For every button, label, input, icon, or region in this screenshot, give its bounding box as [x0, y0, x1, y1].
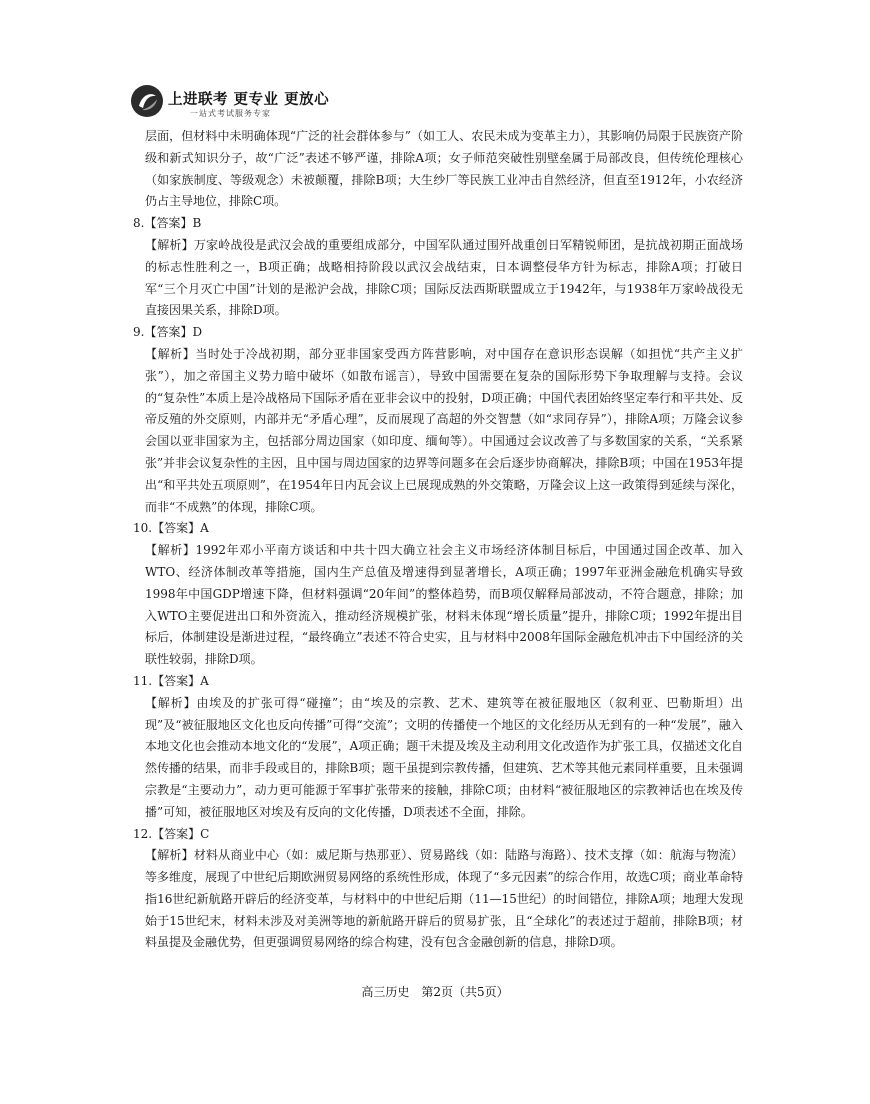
explanation-paragraph: 【解析】材料从商业中心（如：威尼斯与热那亚）、贸易路线（如：陆路与海路）、技术支撑（如：航海与物流）等多维度，展现了中世纪后期欧洲贸易网络的系统性形成，体现了“多元因素”的综合作用，故选C项；商业革命特指16世纪新航路开辟后的经济变革，与材料中的中世纪后期（11—15世纪）的时间错位，排除A项；地理大发现始于15世纪末，材料未涉及对美洲等地的新航路开辟后的贸易扩张，且“全球化”的表述过于超前，排除B项；材料虽提及金融优势，但更强调贸易网络的综合构建，没有包含金融创新的信息，排除D项。 [145, 848, 743, 950]
brand-logo-icon [130, 84, 164, 118]
explanation-paragraph: 【解析】由埃及的扩张可得“碰撞”；由“埃及的宗教、艺术、建筑等在被征服地区（叙利亚、巴勒斯坦）出现”及“被征服地区文化也反向传播”可得“交流”；文明的传播使一个地区的文化经历从无到有的一种“发展”，融入本地文化也会推动本地文化的“发展”，A项正确；题干未提及埃及主动利用文化改造作为扩张工具，仅描述文化自然传播的结果，而非手段或目的，排除B项；题干虽提到宗教传播，但建筑、艺术等其他元素同样重要，且未强调宗教是“主要动力”，动力更可能源于军事扩张带来的接触，排除C项；由材料“被征服地区的宗教神话也在埃及传播”可知，被征服地区对埃及有反向的文化传播，D项表述不全面，排除。 [145, 695, 743, 819]
continuation-paragraph: 层面，但材料中未明确体现“广泛的社会群体参与”（如工人、农民未成为变革主力），其影响仍局限于民族资产阶级和新式知识分子，故“广泛”表述不够严谨，排除A项；女子师范突破性别壁垒属于局部改良，但传统伦理核心（如家族制度、等级观念）未被颠覆，排除B项；大生纱厂等民族工业冲击自然经济，但直至1912年，小农经济仍占主导地位，排除C项。 [145, 129, 743, 209]
answer-line: 12.【答案】C [133, 826, 210, 841]
answer-content [133, 126, 743, 954]
answer-line: 11.【答案】A [133, 673, 209, 688]
brand-title: 上进联考 更专业 更放心 [168, 92, 330, 108]
answer-line: 10.【答案】A [133, 521, 209, 536]
answer-line: 8.【答案】B [133, 216, 202, 231]
brand-tagline: 一站式考试服务专家 [190, 109, 271, 118]
explanation-paragraph: 【解析】1992年邓小平南方谈话和中共十四大确立社会主义市场经济体制目标后，中国通过国企改革、加入WTO、经济体制改革等措施，国内生产总值及增速得到显著增长，A项正确；1997年亚洲金融危机确实导致1998年中国GDP增速下降，但材料强调“20年间”的整体趋势，而B项仅解释局部波动，不符合题意，排除；加入WTO主要促进出口和外资流入，推动经济规模扩张，材料未体现“增长质量”提升，排除C项；1992年提出目标后，体制建设是渐进过程，“最终确立”表述不符合史实，且与材料中2008年国际金融危机冲击下中国经济的关联性较弱，排除D项。 [145, 543, 743, 667]
explanation-paragraph: 【解析】当时处于冷战初期，部分亚非国家受西方阵营影响，对中国存在意识形态误解（如担忧“共产主义扩张”），加之帝国主义势力暗中破坏（如散布谣言），导致中国需要在复杂的国际形势下争取理解与支持。会议的“复杂性”本质上是冷战格局下国际矛盾在亚非会议中的投射，D项正确；中国代表团始终坚定奉行和平共处、反帝反殖的外交原则，内部并无“矛盾心理”，反而展现了高超的外交智慧（如“求同存异”），排除A项；万隆会议参会国以亚非国家为主，包括部分周边国家（如印度、缅甸等）。中国通过会议改善了与多数国家的关系，“关系紧张”并非会议复杂性的主因，且中国与周边国家的边界等问题多在会后逐步协商解决，排除B项；中国在1953年提出“和平共处五项原则”，在1954年日内瓦会议上已展现成熟的外交策略，万隆会议上这一政策得到延续与深化，而非“不成熟”的体现，排除C项。 [145, 346, 743, 514]
explanation-paragraph: 【解析】万家岭战役是武汉会战的重要组成部分，中国军队通过围歼战重创日军精锐师团，是抗战初期正面战场的标志性胜利之一，B项正确；战略相持阶段以武汉会战结束，日本调整侵华方针为标志，排除A项；打破日军“三个月灭亡中国”计划的是淞沪会战，排除C项；国际反法西斯联盟成立于1942年，与1938年万家岭战役无直接因果关系，排除D项。 [145, 237, 743, 318]
answer-line: 9.【答案】D [133, 325, 203, 340]
page-header [130, 84, 360, 120]
page-footer: 高三历史 第2页（共5页） [361, 985, 509, 999]
